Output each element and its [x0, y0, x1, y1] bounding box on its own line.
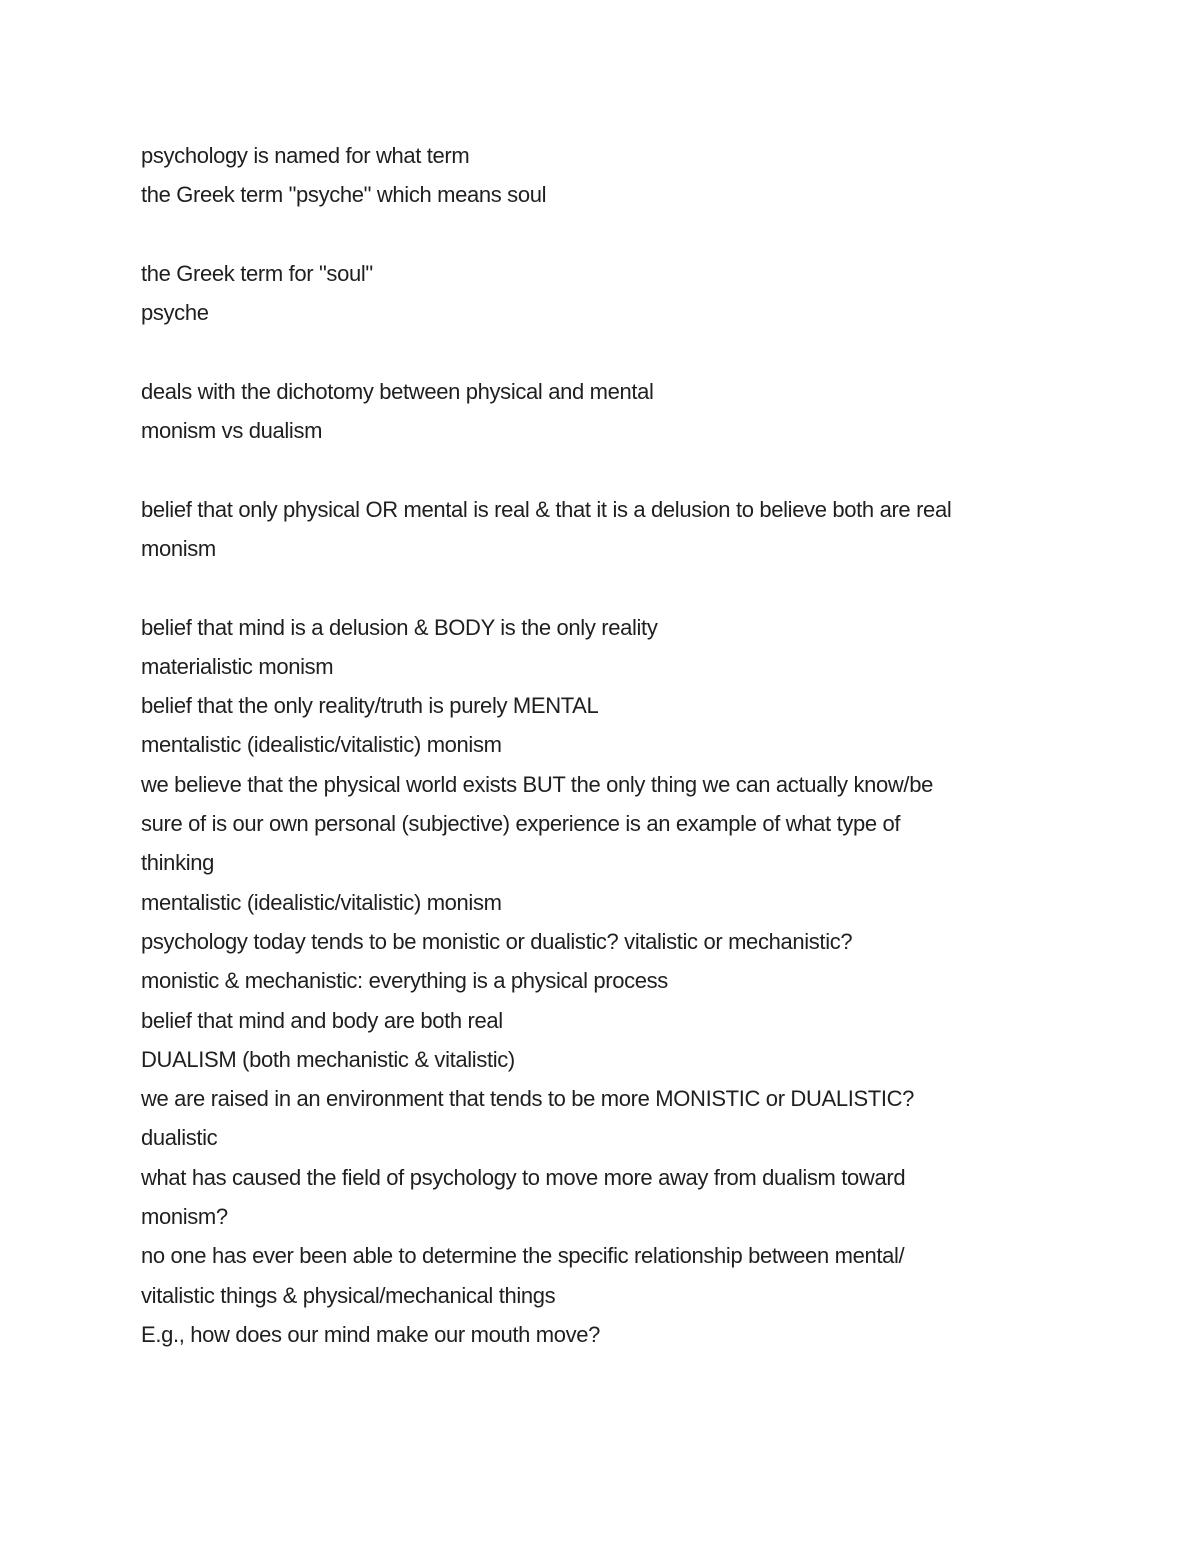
text-line: psychology is named for what term: [141, 143, 470, 168]
blank-line: [141, 332, 1061, 371]
text-line: monistic & mechanistic: everything is a physical process: [141, 968, 668, 994]
text-line: mentalistic (idealistic/vitalistic) monism: [141, 732, 502, 758]
blank-line: [141, 568, 1061, 607]
text-line: belief that the only reality/truth is purely MENTAL: [141, 693, 599, 719]
text-line: dualistic: [141, 1125, 218, 1151]
text-line: what has caused the field of psychology to move more away from dualism toward: [141, 1164, 906, 1190]
text-line: psyche: [141, 300, 209, 326]
blank-line: [141, 215, 1061, 254]
text-line: monism: [141, 535, 216, 561]
text-line: psychology today tends to be monistic or dualistic? vitalistic or mechanistic?: [141, 928, 853, 954]
text-line: E.g., how does our mind make our mouth move?: [141, 1321, 601, 1347]
text-line: vitalistic things & physical/mechanical things: [141, 1282, 556, 1308]
text-line: we are raised in an environment that tends to be more MONISTIC or DUALISTIC?: [141, 1086, 915, 1112]
text-line: DUALISM (both mechanistic & vitalistic): [141, 1046, 515, 1072]
text-line: belief that mind and body are both real: [141, 1007, 503, 1033]
text-line: the Greek term for "soul": [141, 260, 373, 286]
text-line: belief that only physical OR mental is real & that it is a delusion to believe both are real: [141, 496, 952, 522]
text-line: we believe that the physical world exists BUT the only thing we can actually know/be: [141, 771, 933, 797]
blank-line: [141, 450, 1061, 489]
text-line: deals with the dichotomy between physical and mental: [141, 378, 654, 404]
text-line: mentalistic (idealistic/vitalistic) monism: [141, 889, 502, 915]
text-line: monism?: [141, 1204, 228, 1230]
text-line: thinking: [141, 850, 215, 876]
text-line: sure of is our own personal (subjective) experience is an example of what type of: [141, 811, 901, 837]
text-line: the Greek term "psyche" which means soul: [141, 182, 547, 208]
text-line: materialistic monism: [141, 653, 334, 679]
text-line: monism vs dualism: [141, 418, 323, 444]
document-body: [141, 136, 1061, 1354]
text-line: no one has ever been able to determine the specific relationship between mental/: [141, 1243, 905, 1269]
text-line: belief that mind is a delusion & BODY is the only reality: [141, 614, 658, 640]
